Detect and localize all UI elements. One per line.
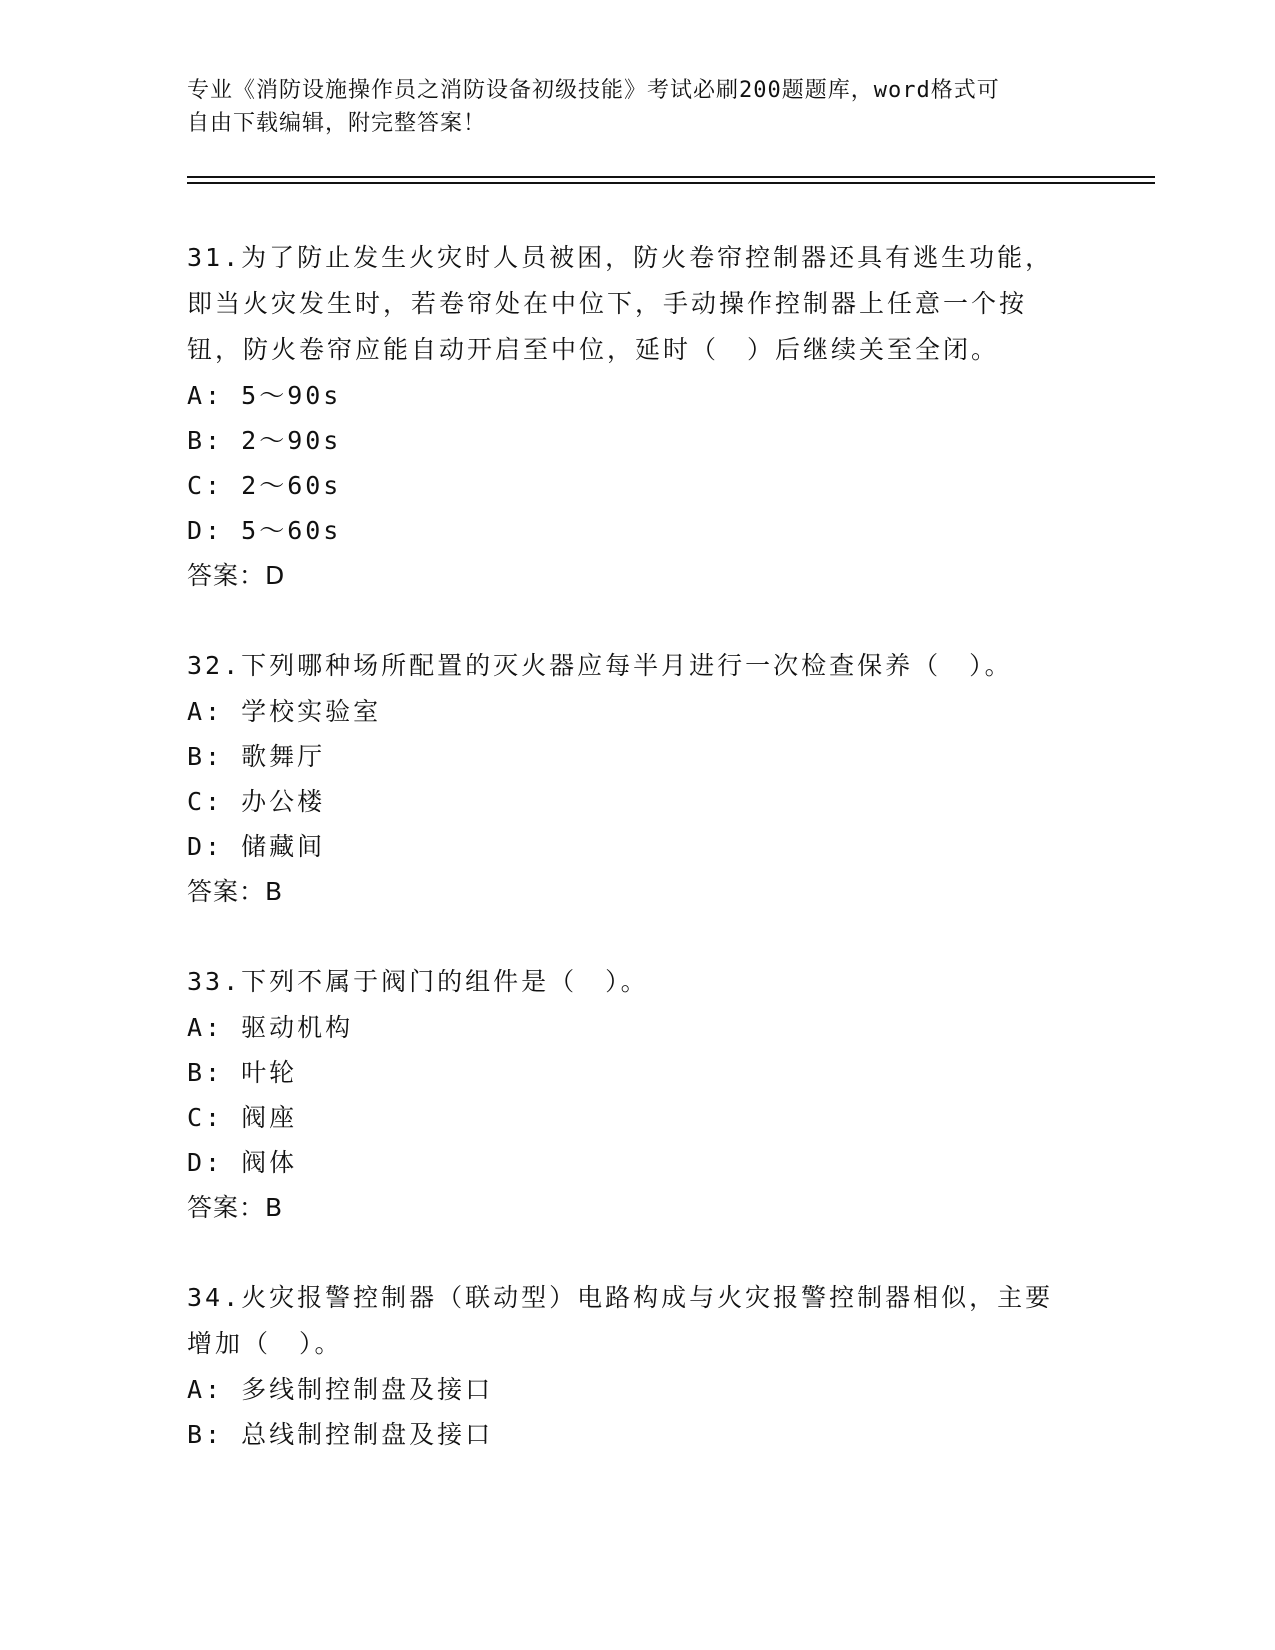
question-list bbox=[187, 235, 1067, 1501]
answer-value: D bbox=[265, 561, 286, 590]
option-a: A: 多线制控制盘及接口 bbox=[187, 1375, 494, 1404]
question-33 bbox=[187, 959, 1067, 1231]
option-b: B: 歌舞厅 bbox=[187, 742, 326, 771]
question-34 bbox=[187, 1275, 1067, 1457]
header-divider-bottom bbox=[187, 182, 1155, 184]
answer-label: 答案： bbox=[187, 1193, 266, 1222]
option-a: A: 5～90s bbox=[187, 381, 342, 410]
option-d: D: 阀体 bbox=[187, 1148, 298, 1177]
question-stem: 34.火灾报警控制器（联动型）电路构成与火灾报警控制器相似，主要增加（ ）。 bbox=[187, 1283, 1054, 1358]
option-b: B: 总线制控制盘及接口 bbox=[187, 1420, 494, 1449]
header-line-2: 自由下载编辑，附完整答案！ bbox=[187, 111, 487, 136]
option-d: D: 5～60s bbox=[187, 516, 342, 545]
answer-line bbox=[187, 553, 1067, 599]
option-a: A: 学校实验室 bbox=[187, 697, 382, 726]
document-header bbox=[187, 74, 1087, 140]
answer-value: B bbox=[265, 877, 284, 906]
answer-line bbox=[187, 1185, 1067, 1231]
answer-line bbox=[187, 869, 1067, 915]
option-c: C: 2～60s bbox=[187, 471, 342, 500]
option-c: C: 阀座 bbox=[187, 1103, 298, 1132]
question-stem: 32.下列哪种场所配置的灭火器应每半月进行一次检查保养（ ）。 bbox=[187, 651, 1013, 680]
question-31 bbox=[187, 235, 1067, 599]
option-a: A: 驱动机构 bbox=[187, 1013, 354, 1042]
question-stem: 31.为了防止发生火灾时人员被困，防火卷帘控制器还具有逃生功能，即当火灾发生时，若卷帘处在中位下，手动操作控制器上任意一个按钮，防火卷帘应能自动开启至中位，延时（ ）后继续关至全闭。 bbox=[187, 243, 1054, 364]
answer-value: B bbox=[265, 1193, 284, 1222]
option-d: D: 储藏间 bbox=[187, 832, 326, 861]
option-b: B: 叶轮 bbox=[187, 1058, 298, 1087]
header-line-1: 专业《消防设施操作员之消防设备初级技能》考试必刷200题题库，word格式可 bbox=[187, 78, 1000, 103]
option-c: C: 办公楼 bbox=[187, 787, 326, 816]
option-b: B: 2～90s bbox=[187, 426, 342, 455]
answer-label: 答案： bbox=[187, 877, 266, 906]
header-divider-top bbox=[187, 176, 1155, 178]
question-32 bbox=[187, 643, 1067, 915]
question-stem: 33.下列不属于阀门的组件是（ ）。 bbox=[187, 967, 649, 996]
answer-label: 答案： bbox=[187, 561, 266, 590]
